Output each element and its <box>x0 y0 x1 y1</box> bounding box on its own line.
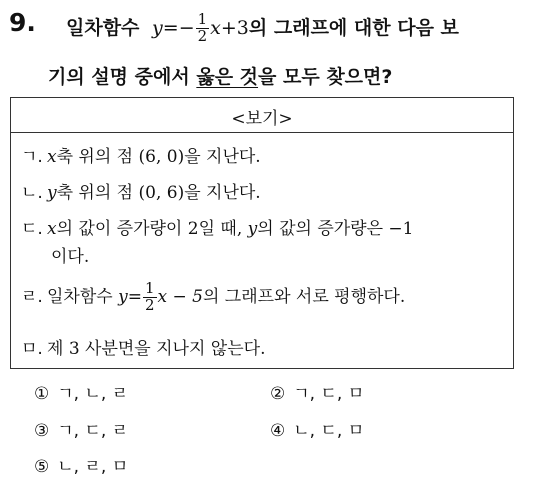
statement-marker: ㄷ. <box>21 219 43 239</box>
statement-text: 의 값의 증가량은 −1 <box>257 219 414 239</box>
statement-suffix: 의 그래프와 서로 평행하다. <box>202 286 406 307</box>
equation-sign: − <box>178 16 195 39</box>
statement-fraction <box>143 281 157 314</box>
statement-prefix: 일차함수 <box>47 286 113 307</box>
option-number: ② <box>270 384 286 404</box>
question-number: 9. <box>9 8 36 37</box>
option-number: ④ <box>270 421 286 441</box>
statement-marker: ㄱ. <box>21 147 43 167</box>
statement-rest: x − 5 <box>157 286 203 307</box>
equation-fraction <box>196 12 210 45</box>
example-box-title: <보기> <box>231 109 293 129</box>
question-line2-suffix: 을 모두 찾으면? <box>258 66 393 88</box>
statement-lhs: y <box>118 286 128 307</box>
statement-text: 제 3 사분면을 지나지 않는다. <box>47 339 266 359</box>
equation-eq: = <box>162 16 179 39</box>
question-prefix: 일차함수 <box>66 16 140 39</box>
option-number: ⑤ <box>34 457 50 477</box>
statement-eq: = <box>127 286 142 307</box>
option-number: ① <box>34 384 50 404</box>
fraction-numerator: 1 <box>144 279 155 297</box>
statement-marker: ㄹ. <box>21 286 43 307</box>
option-text: ㄱ, ㄷ, ㅁ <box>293 384 365 404</box>
example-box-divider <box>11 132 513 133</box>
fraction-numerator: 1 <box>197 10 208 28</box>
option-1[interactable] <box>34 379 128 404</box>
statement-4 <box>21 281 405 314</box>
option-5[interactable] <box>34 452 128 477</box>
question-suffix: 의 그래프에 대한 다음 보 <box>248 16 459 39</box>
statement-3 <box>21 214 413 239</box>
fraction-denominator: 2 <box>197 26 208 45</box>
statement-2 <box>21 178 261 203</box>
statement-marker: ㄴ. <box>21 183 43 203</box>
statement-text: 의 값이 증가량이 2일 때, <box>56 219 243 239</box>
statement-text: 축 위의 점 (0, 6)을 지난다. <box>56 183 261 203</box>
equation-lhs: y <box>152 16 163 39</box>
statement-var: x <box>47 147 57 167</box>
equation-rest: +3 <box>220 16 249 39</box>
option-text: ㄴ, ㄷ, ㅁ <box>293 421 365 441</box>
option-text: ㄴ, ㄹ, ㅁ <box>57 457 129 477</box>
question-emphasis: 옳은 것 <box>196 66 259 88</box>
statement-var: y <box>247 219 258 239</box>
question-line-2 <box>48 62 392 89</box>
statement-marker: ㅁ. <box>21 339 43 359</box>
statement-var: x <box>47 219 57 239</box>
option-4[interactable] <box>270 416 364 441</box>
question-line2-prefix: 기의 설명 중에서 <box>48 66 190 88</box>
fraction-denominator: 2 <box>144 295 155 314</box>
equation-var: x <box>210 16 221 39</box>
statement-5 <box>21 334 265 359</box>
statement-3-continuation: 이다. <box>51 247 90 267</box>
option-number: ③ <box>34 421 50 441</box>
option-3[interactable] <box>34 416 128 441</box>
option-text: ㄱ, ㄴ, ㄹ <box>57 384 129 404</box>
statement-var: y <box>47 183 57 203</box>
statement-text: 축 위의 점 (6, 0)을 지난다. <box>56 147 261 167</box>
option-2[interactable] <box>270 379 364 404</box>
statement-1 <box>21 142 261 167</box>
example-box <box>10 97 514 369</box>
option-text: ㄱ, ㄷ, ㄹ <box>57 421 129 441</box>
question-line-1 <box>66 12 459 45</box>
